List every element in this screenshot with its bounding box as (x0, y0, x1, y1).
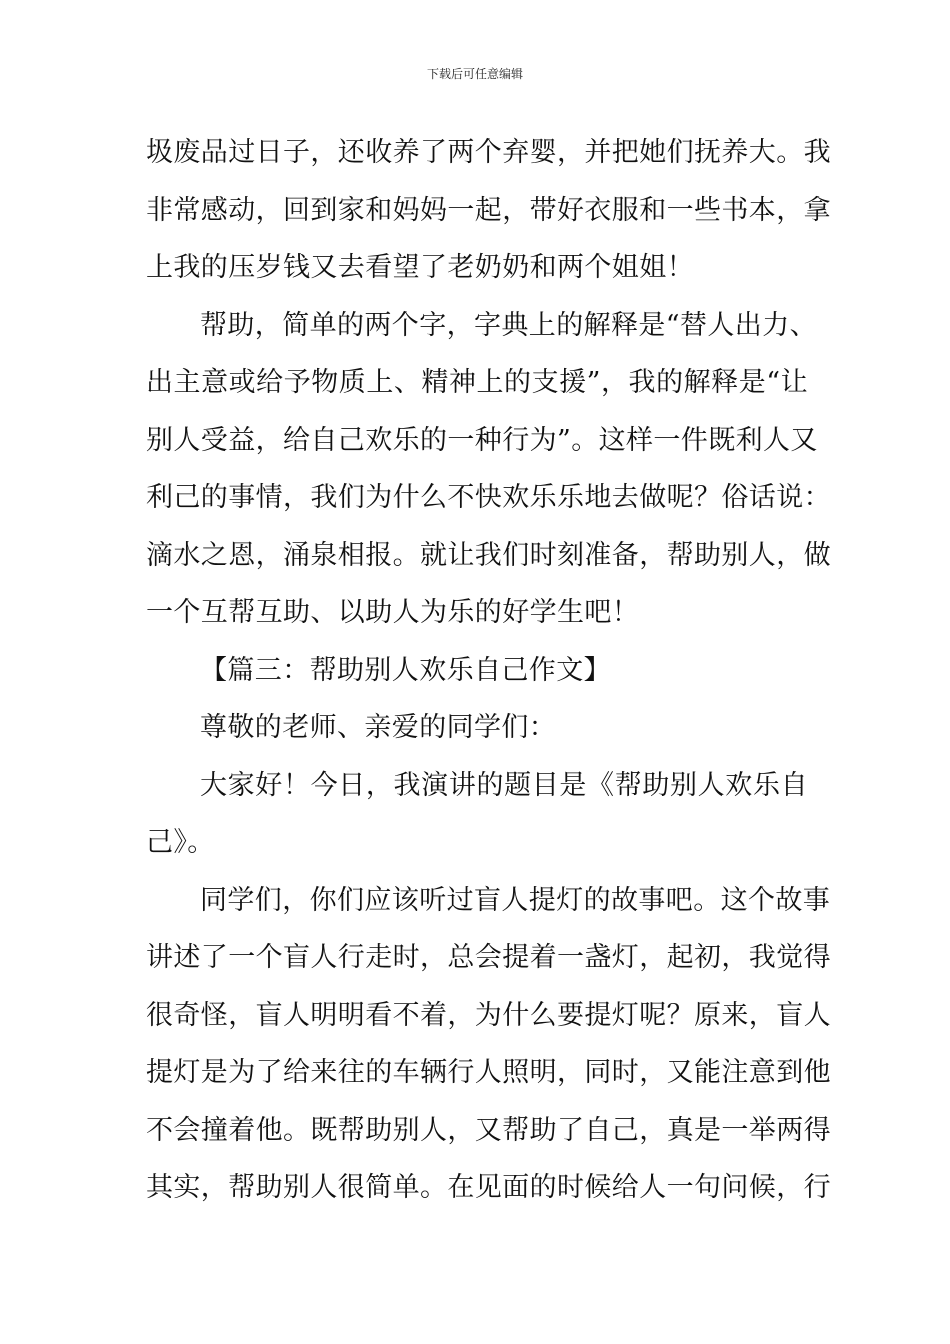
document-body (146, 124, 831, 1217)
text-line: 己》。 (146, 827, 215, 858)
text-line: 上我的压岁钱又去看望了老奶奶和两个姐姐！ (146, 252, 694, 283)
text-line: 大家好！今日，我演讲的题目是《帮助别人欢乐自 (200, 769, 808, 801)
text-line: 出主意或给予物质上、精神上的支援”，我的解释是“让 (146, 367, 808, 398)
text-line: 不会撞着他。既帮助别人，又帮助了自己，真是一举两得 (146, 1114, 831, 1146)
text-line: 其实，帮助别人很简单。在见面的时候给人一句问候，行 (146, 1172, 831, 1203)
text-line: 非常感动，回到家和妈妈一起，带好衣服和一些书本，拿 (146, 194, 831, 226)
text-line: 帮助，简单的两个字，字典上的解释是“替人出力、 (200, 309, 818, 341)
text-line: 同学们，你们应该听过盲人提灯的故事吧。这个故事 (200, 884, 831, 916)
text-line: 讲述了一个盲人行走时，总会提着一盏灯，起初，我觉得 (146, 942, 831, 973)
text-line: 圾废品过日子，还收养了两个弃婴，并把她们抚养大。我 (146, 137, 831, 168)
text-line: 别人受益，给自己欢乐的一种行为”。这样一件既利人又 (146, 424, 818, 456)
text-line: 利己的事情，我们为什么不快欢乐乐地去做呢？俗话说： (146, 482, 831, 513)
text-line: 【篇三：帮助别人欢乐自己作文】 (200, 654, 611, 686)
page-header: 下载后可任意编辑 (426, 67, 523, 81)
text-line: 很奇怪，盲人明明看不着，为什么要提灯呢？原来，盲人 (146, 999, 831, 1031)
text-line: 滴水之恩，涌泉相报。就让我们时刻准备，帮助别人，做 (146, 539, 831, 571)
text-line: 尊敬的老师、亲爱的同学们： (200, 712, 557, 743)
text-line: 提灯是为了给来往的车辆行人照明，同时，又能注意到他 (146, 1057, 831, 1088)
text-line: 一个互帮互助、以助人为乐的好学生吧！ (146, 597, 640, 628)
